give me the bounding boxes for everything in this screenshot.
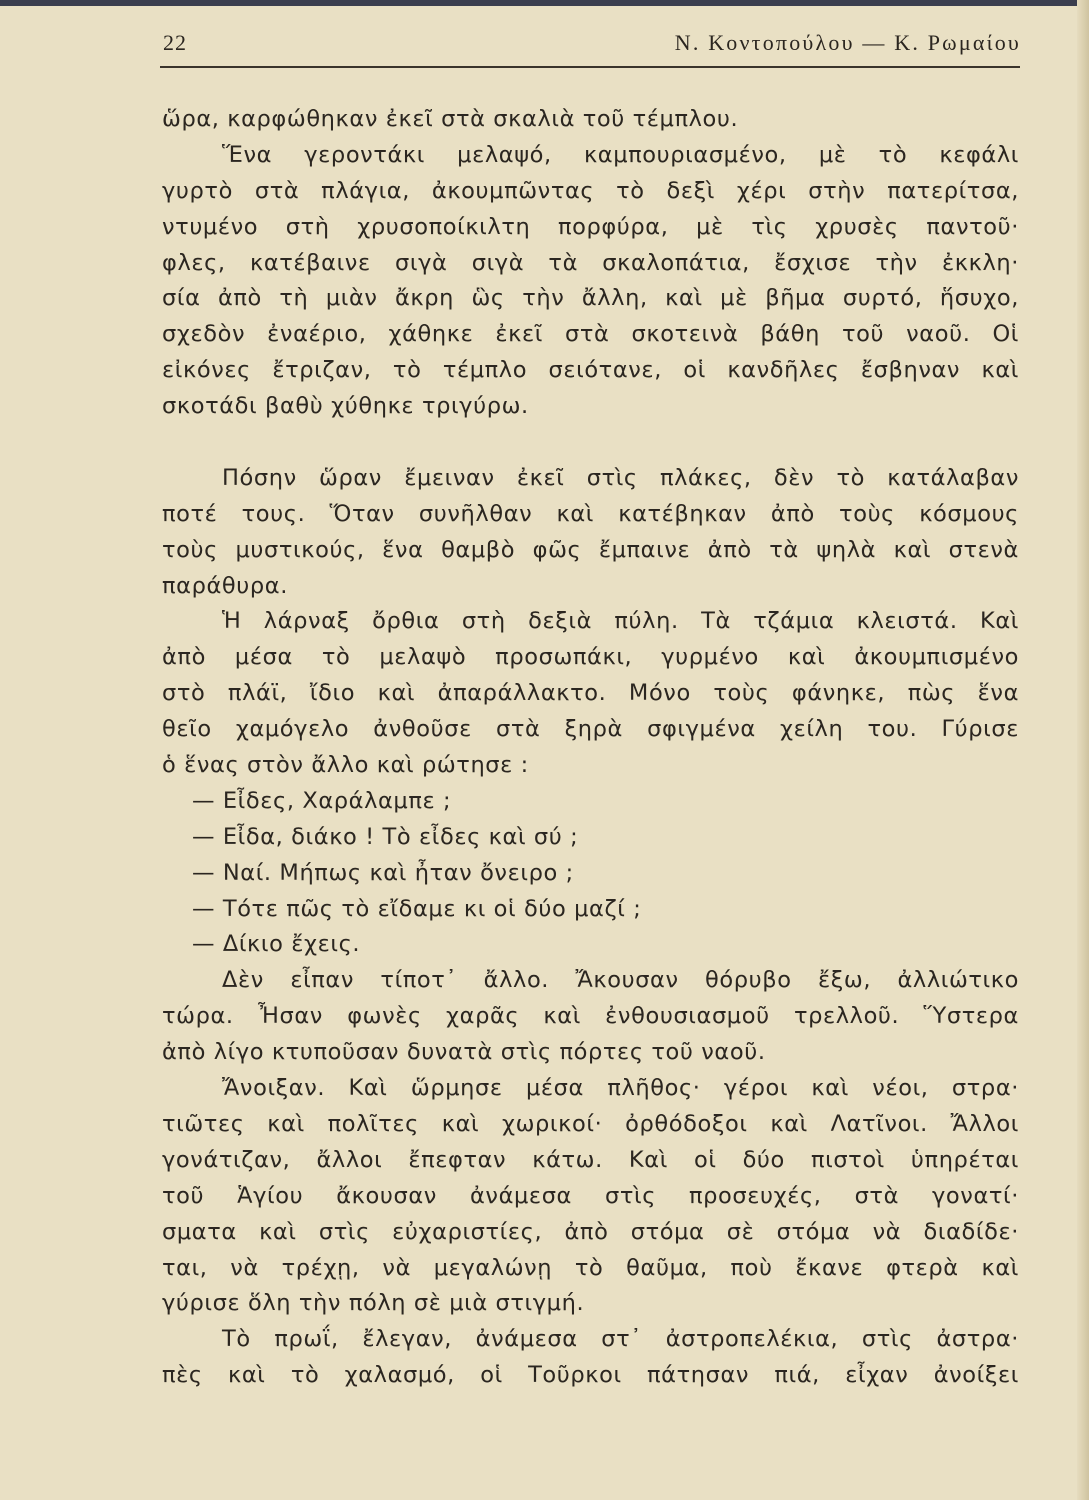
text-line: ται, νὰ τρέχῃ, νὰ μεγαλώνῃ τὸ θαῦμα, ποὺ ἔκανε φτερὰ καὶ — [162, 1254, 1019, 1281]
text-line: ποτέ τους. Ὅταν συνῆλθαν καὶ κατέβηκαν ἀπὸ τοὺς κόσμους — [162, 500, 1019, 527]
text-line: γυρτὸ στὰ πλάγια, ἀκουμπῶντας τὸ δεξὶ χέρι στὴν πατερίτσα, — [162, 177, 1019, 204]
text-line: σκοτάδι βαθὺ χύθηκε τριγύρω. — [162, 393, 529, 420]
text-line: ἀπὸ λίγο κτυποῦσαν δυνατὰ στὶς πόρτες τοῦ ναοῦ. — [162, 1039, 766, 1066]
dialogue-line: — Τότε πῶς τὸ εἴδαμε κι οἱ δύο μαζί ; — [192, 895, 642, 922]
page-number: 22 — [163, 30, 187, 55]
text-line: Ἕνα γεροντάκι μελαψό, καμπουριασμένο, μὲ τὸ κεφάλι — [222, 141, 1019, 168]
running-title: Ν. Κοντοπούλου — Κ. Ρωμαίου — [674, 30, 1021, 55]
text-line: στὸ πλάϊ, ἴδιο καὶ ἀπαράλλακτο. Μόνο τοὺς φάνηκε, πὼς ἕνα — [162, 680, 1019, 707]
page-right-edge — [1077, 0, 1089, 1500]
text-line: παράθυρα. — [162, 572, 288, 599]
text-line: ἀπὸ μέσα τὸ μελαψὸ προσωπάκι, γυρμένο καὶ ἀκουμπισμένο — [162, 644, 1019, 671]
text-line: γύρισε ὅλη τὴν πόλη σὲ μιὰ στιγμή. — [162, 1290, 585, 1317]
dialogue-line: — Δίκιο ἔχεις. — [192, 931, 361, 958]
text-line: φλες, κατέβαινε σιγὰ σιγὰ τὰ σκαλοπάτια, ἔσχισε τὴν ἐκκλη· — [162, 249, 1019, 276]
text-line: ντυμένο στὴ χρυσοποίκιλτη πορφύρα, μὲ τὶς χρυσὲς παντοῦ· — [162, 213, 1019, 240]
text-line: θεῖο χαμόγελο ἀνθοῦσε στὰ ξηρὰ σφιγμένα χείλη του. Γύρισε — [162, 716, 1019, 743]
text-line: σχεδὸν ἐναέριο, χάθηκε ἐκεῖ στὰ σκοτεινὰ βάθη τοῦ ναοῦ. Οἱ — [162, 321, 1019, 348]
text-line: τιῶτες καὶ πολῖτες καὶ χωρικοί· ὀρθόδοξοι καὶ Λατῖνοι. Ἄλλοι — [162, 1110, 1019, 1137]
dialogue-line: — Εἶδα, διάκο ! Τὸ εἶδες καὶ σύ ; — [192, 823, 579, 850]
text-line: Τὸ πρωΐ, ἔλεγαν, ἀνάμεσα στ᾽ ἀστροπελέκια, στὶς ἀστρα· — [222, 1326, 1019, 1353]
text-line: ὥρα, καρφώθηκαν ἐκεῖ στὰ σκαλιὰ τοῦ τέμπλου. — [162, 106, 739, 132]
text-line: τοῦ Ἁγίου ἄκουσαν ἀνάμεσα στὶς προσευχές, στὰ γονατί· — [162, 1182, 1019, 1209]
dialogue-line: — Ναί. Μήπως καὶ ἦταν ὄνειρο ; — [192, 859, 574, 886]
text-line: Ἡ λάρναξ ὄρθια στὴ δεξιὰ πύλη. Τὰ τζάμια κλειστά. Καὶ — [222, 608, 1019, 635]
text-line: Πόσην ὥραν ἔμειναν ἐκεῖ στὶς πλάκες, δὲν τὸ κατάλαβαν — [222, 464, 1019, 491]
text-line: εἰκόνες ἔτριζαν, τὸ τέμπλο σειότανε, οἱ κανδῆλες ἔσβηναν καὶ — [162, 357, 1019, 384]
paragraph-gap — [162, 425, 1019, 461]
text-line: σματα καὶ στὶς εὐχαριστίες, ἀπὸ στόμα σὲ στόμα νὰ διαδίδε· — [162, 1218, 1019, 1245]
text-line: σία ἀπὸ τὴ μιὰν ἄκρη ὣς τὴν ἄλλη, καὶ μὲ βῆμα συρτό, ἥσυχο, — [162, 285, 1019, 312]
text-line: Δὲν εἶπαν τίποτ᾽ ἄλλο. Ἄκουσαν θόρυβο ἔξω, ἀλλιώτικο — [222, 967, 1019, 994]
text-line: τώρα. Ἦσαν φωνὲς χαρᾶς καὶ ἐνθουσιασμοῦ τρελλοῦ. Ὕστερα — [162, 1003, 1019, 1030]
text-line: πὲς καὶ τὸ χαλασμό, οἱ Τοῦρκοι πάτησαν πιά, εἶχαν ἀνοίξει — [162, 1362, 1019, 1389]
text-line: γονάτιζαν, ἄλλοι ἔπεφταν κάτω. Καὶ οἱ δύο πιστοὶ ὑπηρέται — [162, 1146, 1019, 1173]
text-line: τοὺς μυστικούς, ἕνα θαμβὸ φῶς ἔμπαινε ἀπὸ τὰ ψηλὰ καὶ στενὰ — [162, 536, 1019, 563]
dialogue-line: — Εἶδες, Χαράλαμπε ; — [192, 787, 452, 814]
header-rule — [160, 66, 1020, 68]
page-top-edge — [0, 0, 1089, 6]
text-line: Ἄνοιξαν. Καὶ ὥρμησε μέσα πλῆθος· γέροι καὶ νέοι, στρα· — [222, 1075, 1019, 1102]
body-text — [162, 102, 1019, 1394]
text-line: ὁ ἕνας στὸν ἄλλο καὶ ρώτησε : — [162, 752, 529, 779]
